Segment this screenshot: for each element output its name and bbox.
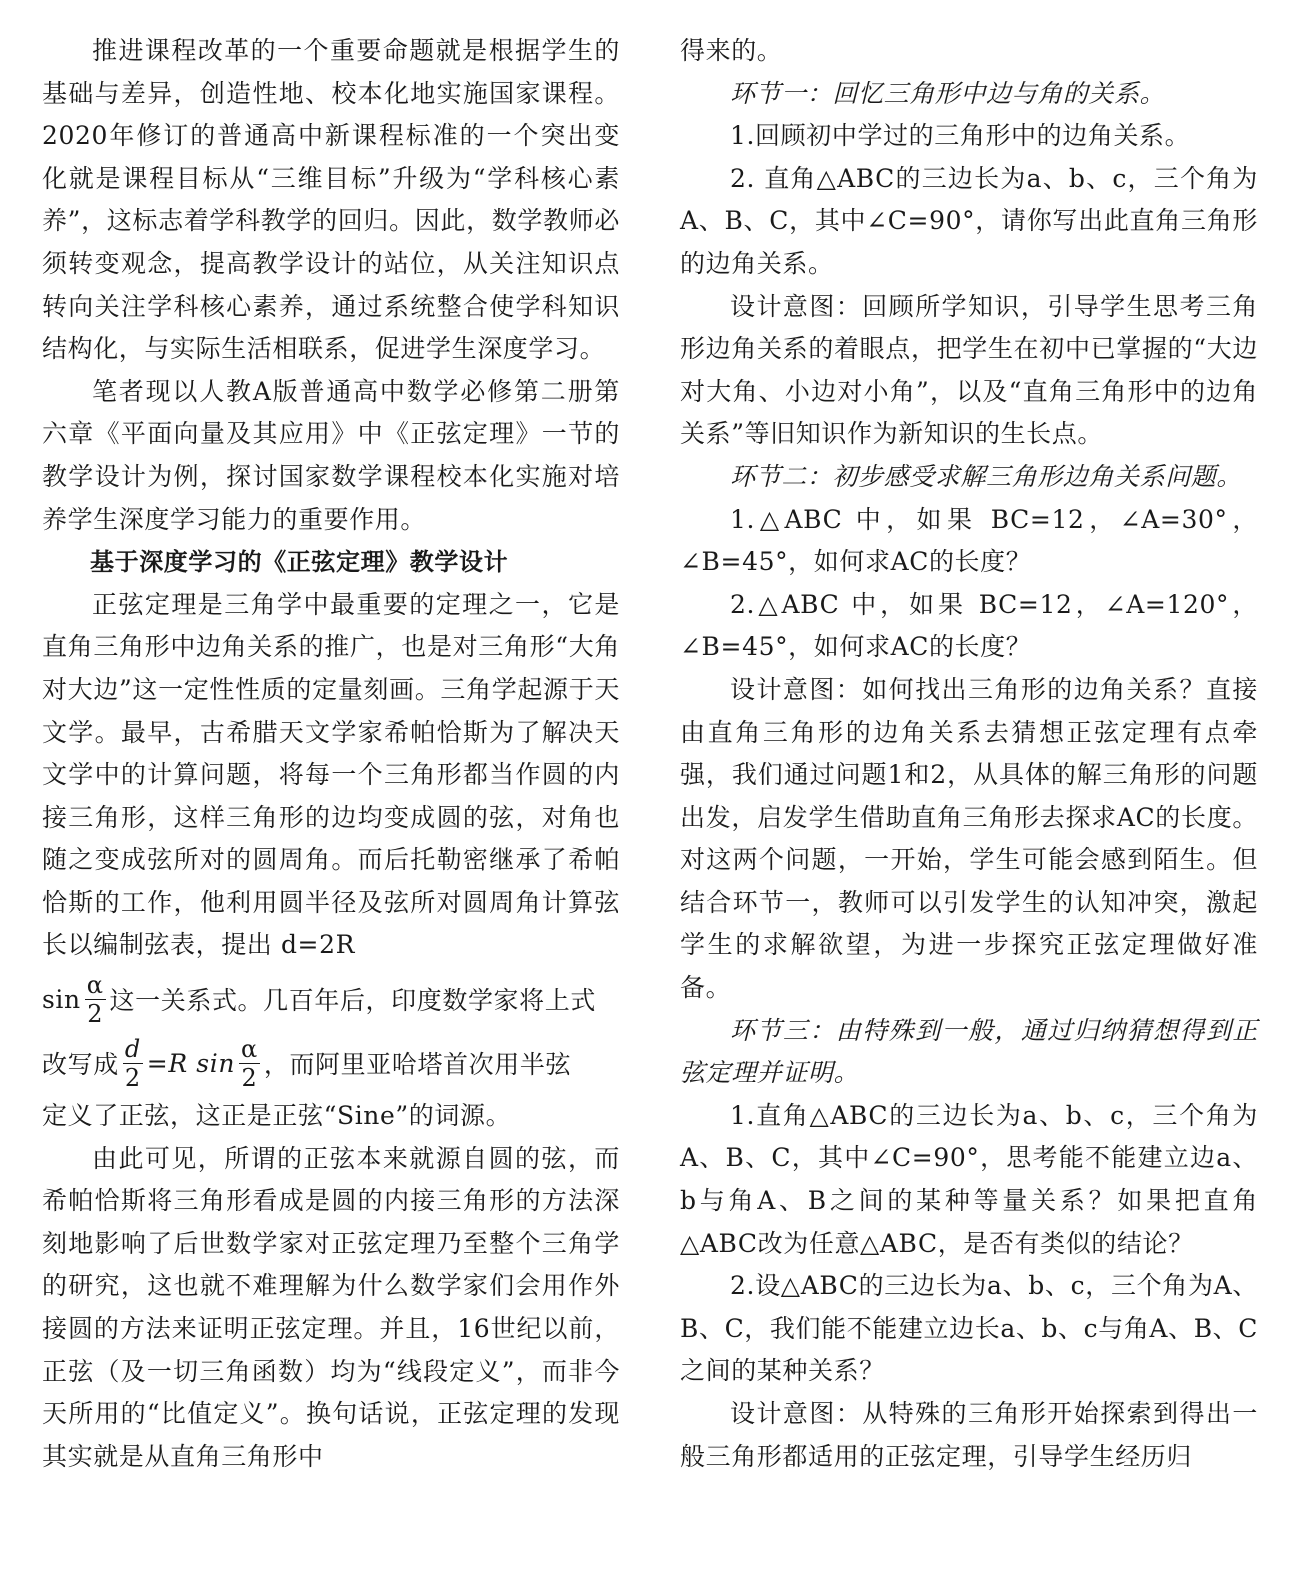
step-one-design-intent: 设计意图：回顾所学知识，引导学生思考三角形边角关系的着眼点，把学生在初中已掌握的“大边对大角、小边对小角”，以及“直角三角形中的边角关系”等旧知识作为新知识的生长点。 [680, 291, 1258, 449]
step-two-item-1: 1.△ABC 中，如果 BC=12，∠A=30°，∠B=45°，如何求AC的长度？ [680, 504, 1258, 577]
fraction-denominator: 2 [124, 1063, 141, 1092]
step-three-item-2: 2.设△ABC的三边长为a、b、c，三个角为A、B、C，我们能不能建立边长a、b、c与角A、B、C之间的某种关系？ [680, 1271, 1258, 1386]
paragraph-sine-etymology: 定义了正弦，这正是正弦“Sine”的词源。 [42, 1101, 512, 1131]
step-one-item-1: 1.回顾初中学过的三角形中的边角关系。 [730, 121, 1191, 151]
step-three-heading: 环节三：由特殊到一般，通过归纳猜想得到正弦定理并证明。 [680, 1015, 1258, 1088]
fraction-alpha-over-2 [85, 971, 106, 1028]
paragraph-conclusion: 由此可见，所谓的正弦本来就源自圆的弦，而希帕恰斯将三角形看成是圆的内接三角形的方法深刻地影响了后世数学家对正弦定理乃至整个三角学的研究，这也就不难理解为什么数学家们会用作外接圆的方法来证明正弦定理。并且，16世纪以前，正弦（及一切三角函数）均为“线段定义”，而非今天所用的“比值定义”。换句话说，正弦定理的发现其实就是从直角三角形中 [42, 1143, 620, 1471]
formula-sin-text: sin [42, 984, 81, 1014]
fraction-d-over-2 [123, 1035, 143, 1092]
step-one-item-2: 2. 直角△ABC的三边长为a、b、c，三个角为A、B、C，其中∠C=90°，请你写出此直角三角形的边角关系。 [680, 163, 1258, 278]
step-one-heading: 环节一：回忆三角形中边与角的关系。 [730, 78, 1166, 108]
section-heading: 基于深度学习的《正弦定理》教学设计 [90, 548, 509, 577]
paragraph-curriculum-reform: 推进课程改革的一个重要命题就是根据学生的基础与差异，创造性地、校本化地实施国家课程。2020年修订的普通高中新课程标准的一个突出变化就是课程目标从“三维目标”升级为“学科核心素养”，这标志着学科教学的回归。因此，数学教师必须转变观念，提高教学设计的站位，从关注知识点转向关注学科核心素养，通过系统整合使学科知识结构化，与实际生活相联系，促进学生深度学习。 [42, 36, 620, 364]
left-column [42, 30, 620, 1574]
right-column [680, 30, 1258, 1574]
fraction-numerator: d [124, 1034, 141, 1063]
fraction-numerator: α [86, 970, 104, 999]
formula-line-2-prefix: 改写成 [42, 1050, 119, 1080]
paragraph-sine-history: 正弦定理是三角学中最重要的定理之一，它是直角三角形中边角关系的推广，也是对三角形“大角对大边”这一定性性质的定量刻画。三角学起源于天文学。最早，古希腊天文学家希帕恰斯为了解决天文学中的计算问题，将每一个三角形都当作圆的内接三角形，这样三角形的边均变成圆的弦，对角也随之变成弦所对的圆周角。而后托勒密继承了希帕恰斯的工作，他利用圆半径及弦所对圆周角计算弦长以编制弦表，提出 d=2R [42, 589, 620, 960]
step-three-design-intent: 设计意图：从特殊的三角形开始探索到得出一般三角形都适用的正弦定理，引导学生经历归 [680, 1399, 1258, 1471]
fraction-numerator: α [241, 1034, 258, 1063]
paragraph-continuation: 得来的。 [680, 36, 783, 65]
formula-line-2-text: ，而阿里亚哈塔首次用半弦 [263, 1050, 572, 1080]
formula-equals-r-sin: =R sin [146, 1048, 236, 1078]
fraction-denominator: 2 [87, 999, 104, 1028]
formula-line-2 [42, 1031, 620, 1095]
step-two-item-2: 2.△ABC 中，如果 BC=12，∠A=120°，∠B=45°，如何求AC的长度？ [680, 589, 1258, 662]
fraction-denominator: 2 [241, 1063, 258, 1092]
formula-line-1 [42, 967, 620, 1031]
paragraph-author-example: 笔者现以人教A版普通高中数学必修第二册第六章《平面向量及其应用》中《正弦定理》一节的教学设计为例，探讨国家数学课程校本化实施对培养学生深度学习能力的重要作用。 [42, 376, 620, 534]
fraction-alpha-over-2 [239, 1035, 260, 1092]
step-two-heading: 环节二：初步感受求解三角形边角关系问题。 [730, 461, 1243, 491]
step-three-item-1: 1.直角△ABC的三边长为a、b、c，三个角为A、B、C，其中∠C=90°，思考能不能建立边a、b与角A、B之间的某种等量关系？如果把直角△ABC改为任意△ABC，是否有类似的结论？ [680, 1100, 1258, 1258]
formula-line-1-text: 这一关系式。几百年后，印度数学家将上式 [109, 986, 596, 1016]
step-two-design-intent: 设计意图：如何找出三角形的边角关系？直接由直角三角形的边角关系去猜想正弦定理有点牵强，我们通过问题1和2，从具体的解三角形的问题出发，启发学生借助直角三角形去探求AC的长度。对这两个问题，一开始，学生可能会感到陌生。但结合环节一，教师可以引发学生的认知冲突，激起学生的求解欲望，为进一步探究正弦定理做好准备。 [680, 674, 1258, 1003]
